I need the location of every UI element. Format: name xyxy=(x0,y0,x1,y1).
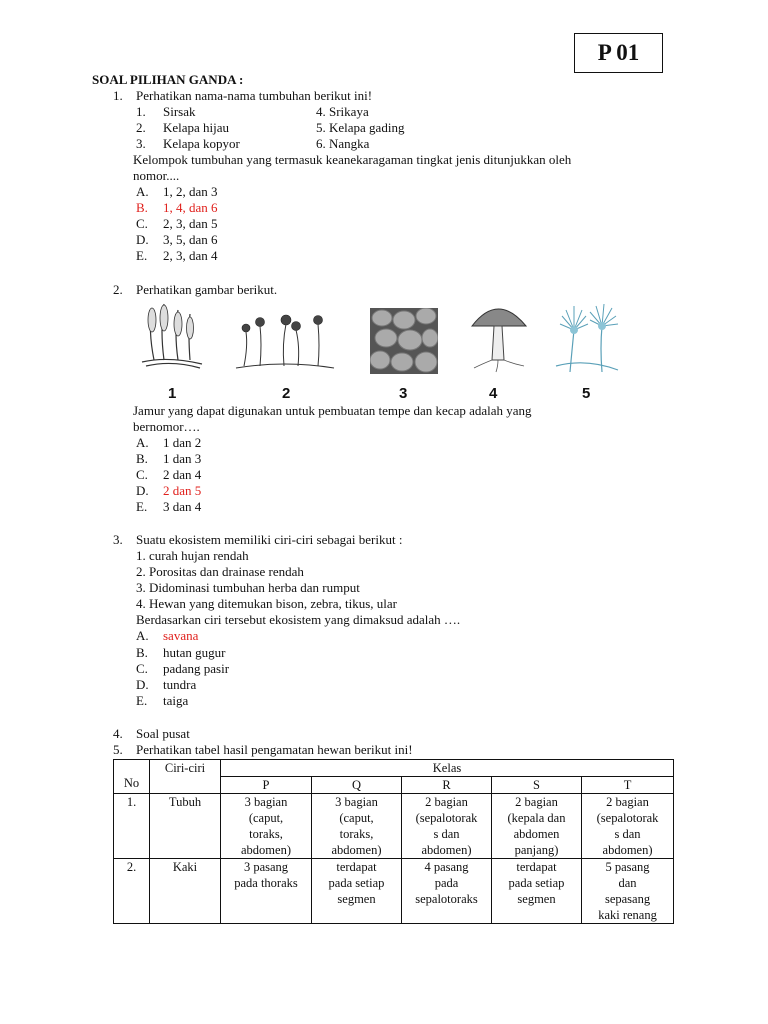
q5-number: 5. xyxy=(113,742,123,757)
table-class-s: S xyxy=(492,777,582,794)
q4-number: 4. xyxy=(113,726,123,741)
table-cell: 4 pasang pada sepalotoraks xyxy=(402,859,492,924)
plant-name: Kelapa hijau xyxy=(163,120,230,135)
q2-option-a-letter: A. xyxy=(136,435,149,450)
row-trait: Tubuh xyxy=(150,794,221,859)
fungus-image-1 xyxy=(138,300,206,370)
q1-option-b-letter: B. xyxy=(136,200,148,215)
q3-option-b: hutan gugur xyxy=(163,645,226,660)
fungus-image-4 xyxy=(468,298,530,374)
q2-option-c: 2 dan 4 xyxy=(163,467,202,482)
q3-trait: 2. Porositas dan drainase rendah xyxy=(136,564,304,579)
table-header-row xyxy=(114,760,674,777)
table-row xyxy=(114,794,674,859)
table-class-t: T xyxy=(582,777,674,794)
q2-option-b: 1 dan 3 xyxy=(163,451,202,466)
table-class-q: Q xyxy=(312,777,402,794)
paper-code-box xyxy=(574,33,663,73)
table-cell: terdapat pada setiap segmen xyxy=(312,859,402,924)
section-heading: SOAL PILIHAN GANDA : xyxy=(92,72,244,87)
q2-question-line2: bernomor…. xyxy=(133,419,200,434)
observation-table xyxy=(113,759,674,924)
row-number: 1. xyxy=(114,794,150,859)
q3-option-a-answer: savana xyxy=(163,628,199,643)
q1-question-line1: Kelompok tumbuhan yang termasuk keanekaragaman tingkat jenis ditunjukkan oleh xyxy=(133,152,572,167)
table-cell: 2 bagian (sepalotorak s dan abdomen) xyxy=(582,794,674,859)
table-header-trait-blank xyxy=(150,777,221,794)
row-trait: Kaki xyxy=(150,859,221,924)
plant-name: Kelapa kopyor xyxy=(163,136,240,151)
plant-name: 4. Srikaya xyxy=(316,104,369,119)
q2-option-e: 3 dan 4 xyxy=(163,499,202,514)
table-class-row xyxy=(114,777,674,794)
q3-option-d-letter: D. xyxy=(136,677,149,692)
plant-name: Sirsak xyxy=(163,104,196,119)
image-label-3: 3 xyxy=(399,385,408,402)
table-header-class: Kelas xyxy=(221,760,674,777)
q1-stem: Perhatikan nama-nama tumbuhan berikut ini! xyxy=(136,88,373,103)
image-label-4: 4 xyxy=(489,385,498,402)
fungus-image-3 xyxy=(370,308,438,374)
q3-stem: Suatu ekosistem memiliki ciri-ciri sebagai berikut : xyxy=(136,532,403,547)
q2-number: 2. xyxy=(113,282,123,297)
table-class-p: P xyxy=(221,777,312,794)
q1-option-d-letter: D. xyxy=(136,232,149,247)
plant-number: 1. xyxy=(136,104,146,119)
q3-trait: 1. curah hujan rendah xyxy=(136,548,249,563)
q1-option-a-letter: A. xyxy=(136,184,149,199)
q3-trait: 4. Hewan yang ditemukan bison, zebra, tikus, ular xyxy=(136,596,398,611)
q3-option-c: padang pasir xyxy=(163,661,230,676)
q2-option-c-letter: C. xyxy=(136,467,148,482)
table-cell: 5 pasang dan sepasang kaki renang xyxy=(582,859,674,924)
q3-option-e-letter: E. xyxy=(136,693,148,708)
q1-option-d: 3, 5, dan 6 xyxy=(163,232,218,247)
fungus-image-2 xyxy=(234,310,338,376)
plant-name: 5. Kelapa gading xyxy=(316,120,405,135)
table-cell: 2 bagian (kepala dan abdomen panjang) xyxy=(492,794,582,859)
table-cell: 3 pasang pada thoraks xyxy=(221,859,312,924)
table-header-trait: Ciri-ciri xyxy=(150,760,221,777)
q1-option-c-letter: C. xyxy=(136,216,148,231)
q3-option-e: taiga xyxy=(163,693,189,708)
q1-option-e: 2, 3, dan 4 xyxy=(163,248,218,263)
q1-option-e-letter: E. xyxy=(136,248,148,263)
q1-option-a: 1, 2, dan 3 xyxy=(163,184,218,199)
table-cell: 2 bagian (sepalotorak s dan abdomen) xyxy=(402,794,492,859)
q3-number: 3. xyxy=(113,532,123,547)
q1-option-b-answer: 1, 4, dan 6 xyxy=(163,200,218,215)
paper-code: P 01 xyxy=(597,40,640,65)
q2-option-d-answer: 2 dan 5 xyxy=(163,483,202,498)
q3-option-d: tundra xyxy=(163,677,197,692)
image-label-1: 1 xyxy=(168,385,177,402)
q2-option-e-letter: E. xyxy=(136,499,148,514)
plant-number: 2. xyxy=(136,120,146,135)
q2-option-b-letter: B. xyxy=(136,451,148,466)
q1-question-line2: nomor.... xyxy=(133,168,180,183)
fungus-image-5 xyxy=(552,300,622,374)
q1-number: 1. xyxy=(113,88,123,103)
table-cell: 3 bagian (caput, toraks, abdomen) xyxy=(221,794,312,859)
image-label-2: 2 xyxy=(282,385,291,402)
q3-option-c-letter: C. xyxy=(136,661,148,676)
q2-question-line1: Jamur yang dapat digunakan untuk pembuatan tempe dan kecap adalah yang xyxy=(133,403,532,418)
plant-number: 3. xyxy=(136,136,146,151)
q3-option-b-letter: B. xyxy=(136,645,148,660)
row-number: 2. xyxy=(114,859,150,924)
q2-stem: Perhatikan gambar berikut. xyxy=(136,282,278,297)
image-label-5: 5 xyxy=(582,385,591,402)
q2-option-a: 1 dan 2 xyxy=(163,435,202,450)
table-header-no: No xyxy=(114,760,150,794)
q2-option-d-letter: D. xyxy=(136,483,149,498)
table-cell: terdapat pada setiap segmen xyxy=(492,859,582,924)
table-cell: 3 bagian (caput, toraks, abdomen) xyxy=(312,794,402,859)
q3-trait: 3. Didominasi tumbuhan herba dan rumput xyxy=(136,580,360,595)
q5-stem: Perhatikan tabel hasil pengamatan hewan berikut ini! xyxy=(136,742,413,757)
table-row xyxy=(114,859,674,924)
q4-text: Soal pusat xyxy=(136,726,190,741)
q3-question: Berdasarkan ciri tersebut ekosistem yang dimaksud adalah …. xyxy=(136,612,461,627)
q1-option-c: 2, 3, dan 5 xyxy=(163,216,218,231)
q3-option-a-letter: A. xyxy=(136,628,149,643)
table-class-r: R xyxy=(402,777,492,794)
plant-name: 6. Nangka xyxy=(316,136,370,151)
